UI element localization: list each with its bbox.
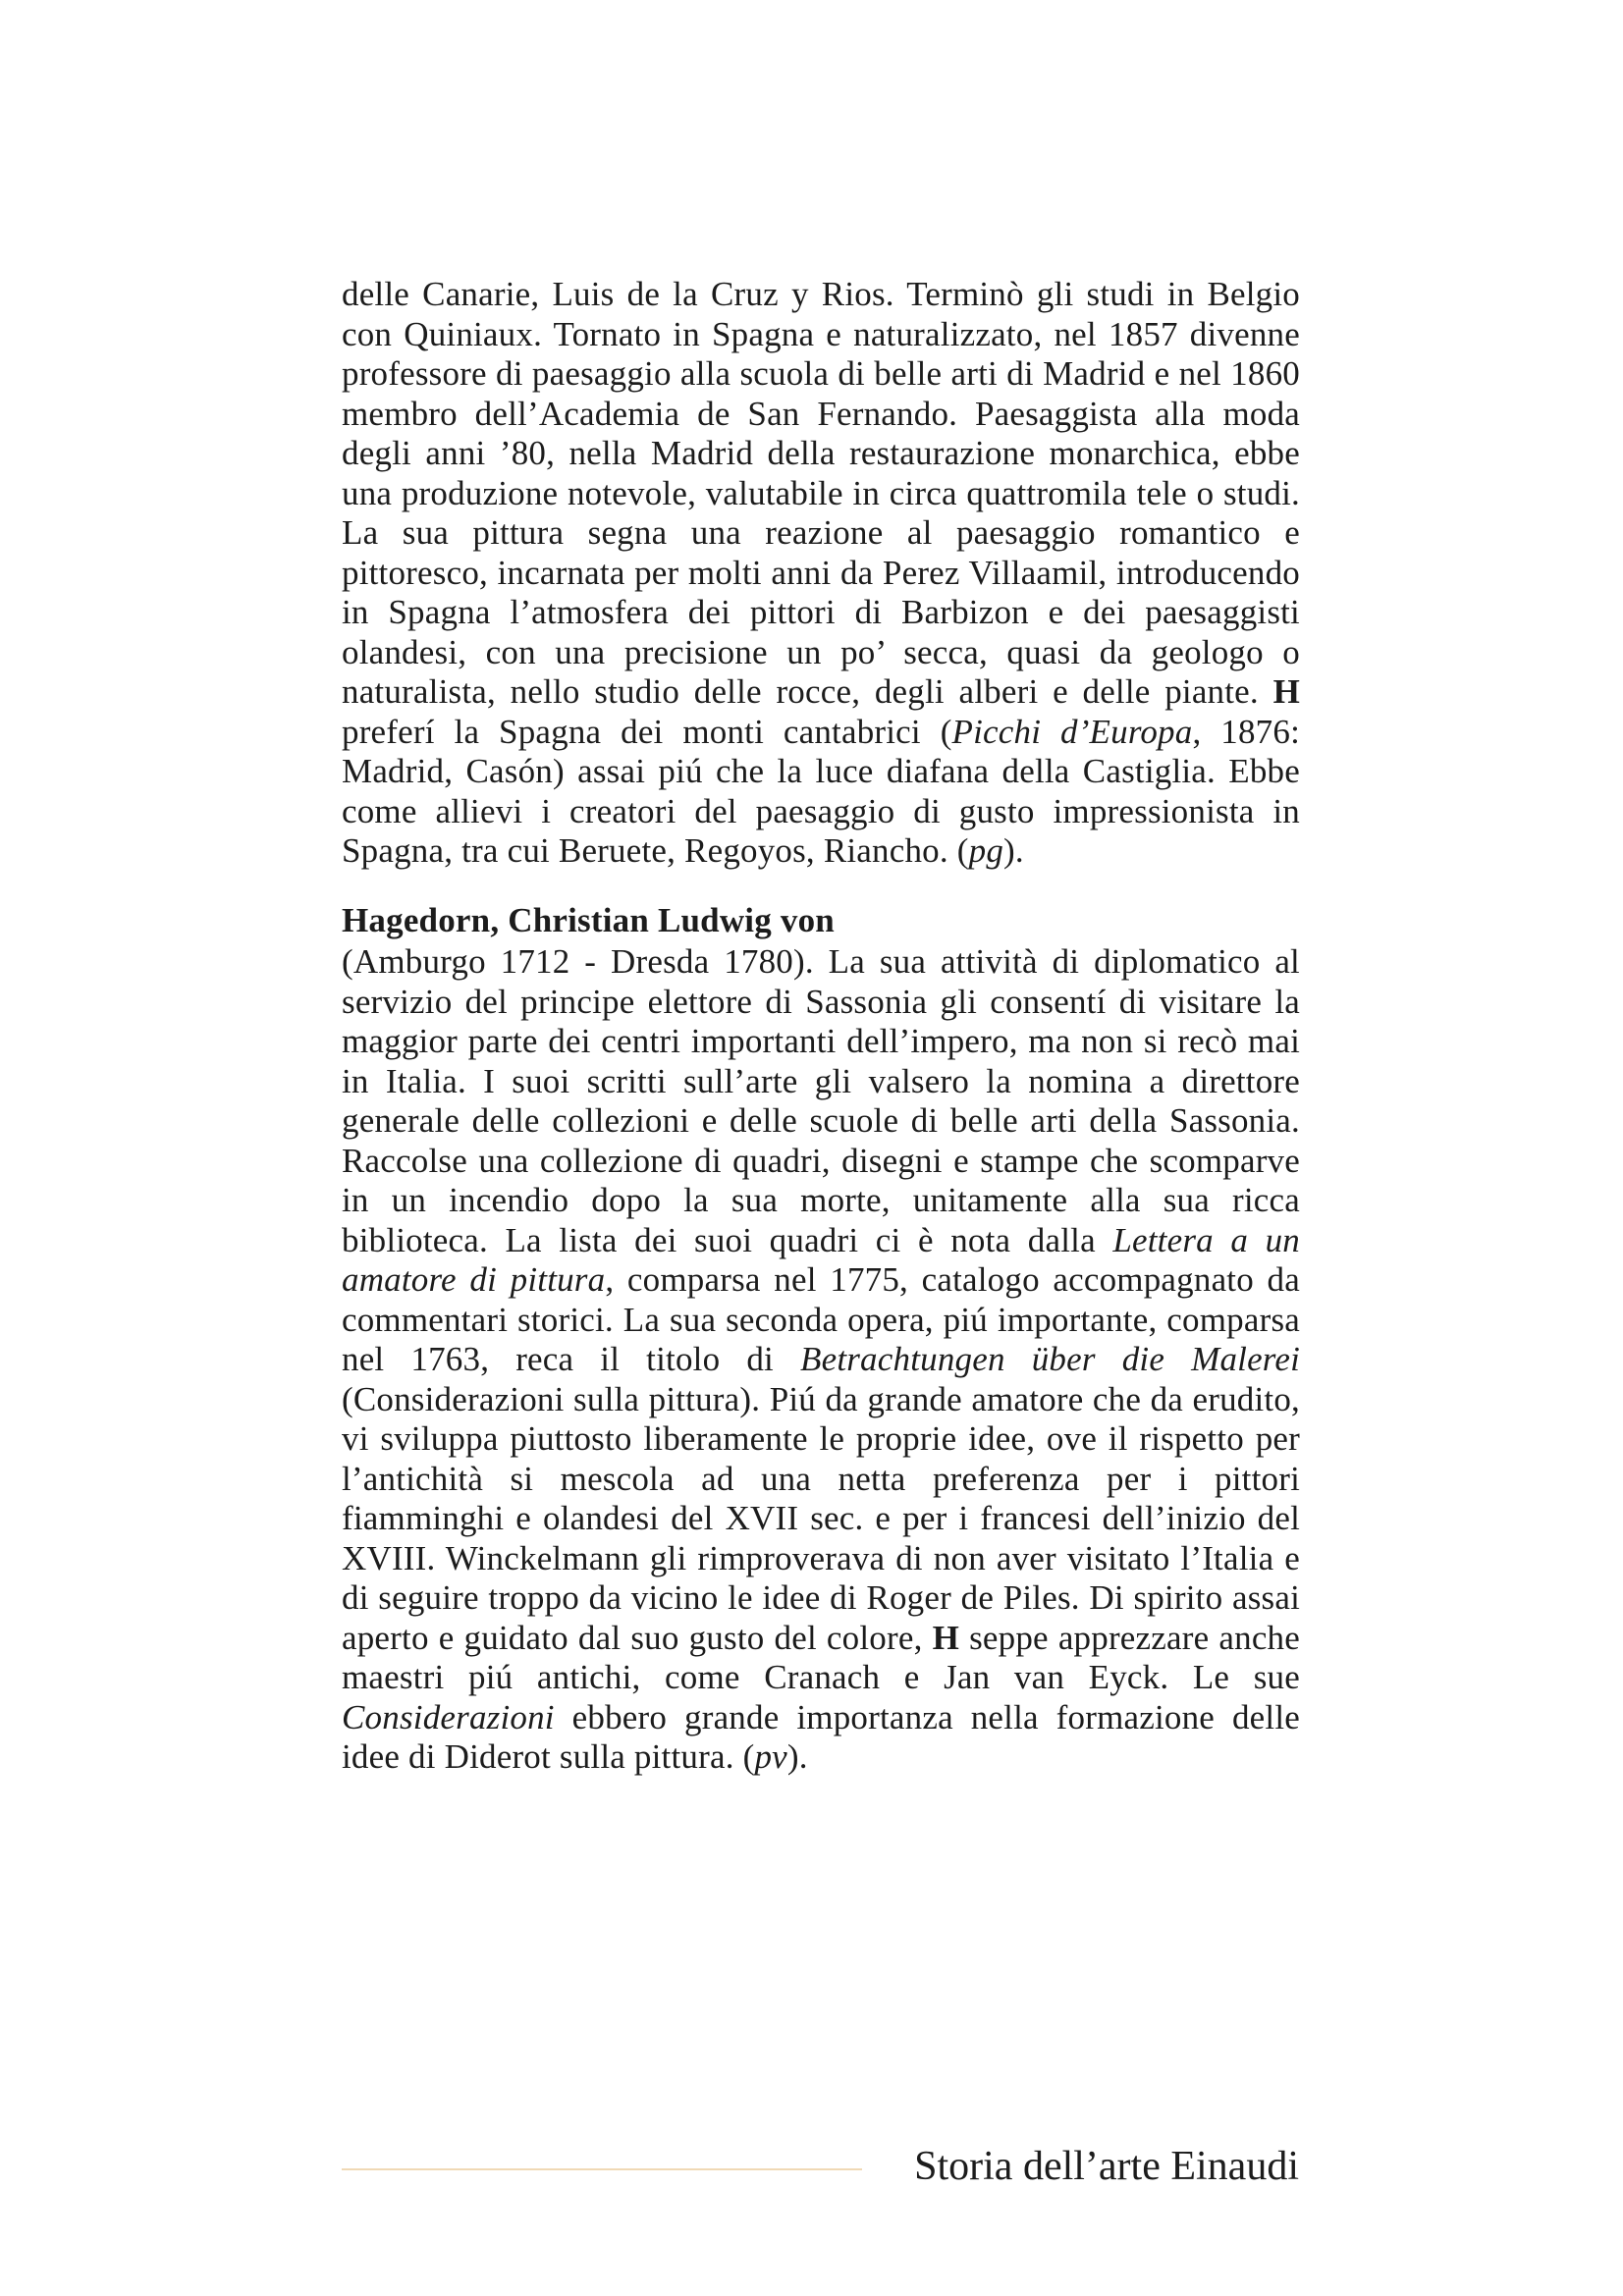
author-initials: pv (754, 1737, 787, 1776)
work-title: Considerazioni (342, 1697, 555, 1736)
entry-initial: H (1272, 672, 1301, 711)
century-numeral: XVIII (342, 1538, 427, 1577)
text-run: ). (786, 1737, 808, 1776)
century-numeral: XVII (725, 1499, 799, 1537)
work-title: Lettera a un amatore di pittura (342, 1220, 1300, 1299)
entry-heading: Hagedorn, Christian Ludwig von (342, 900, 835, 939)
continuation-paragraph (342, 275, 1300, 872)
work-title: Picchi d’Europa (951, 712, 1193, 751)
text-run: sec. e per i francesi dell’inizio del (810, 1499, 1301, 1537)
work-title: Betrachtungen über die Malerei (800, 1340, 1300, 1378)
author-initials: pg (968, 831, 1004, 870)
text-run: (Considerazioni sulla pittura). Piú da grande amatore che da erudito, vi sviluppa piuttosto liberamente le proprie idee, ove il rispetto per l’antichità si mescola ad una netta preferenza per i pittori fiamminghi e olandesi del (342, 1379, 1300, 1537)
footer-rule (342, 2168, 862, 2170)
footer-title: Storia dell’arte Einaudi (914, 2144, 1299, 2189)
body-text (342, 275, 1300, 1778)
text-run: delle Canarie, Luis de la Cruz y Rios. Terminò gli studi in Belgio con Quiniaux. Tornato in Spagna e naturalizzato, nel 1857 divenne professore di paesaggio alla scuola di belle arti di Madrid e nel 1860 membro dell’Academia de San Fernando. Paesaggista alla moda degli anni ’80, nella Madrid della restaurazione monarchica, ebbe una produzione notevole, valutabile in circa quattromila tele o studi. La sua pittura segna una reazione al paesaggio romantico e pittoresco, incarnata per molti anni da Perez Villaamil, introducendo in Spagna l’atmosfera dei pittori di Barbizon e dei paesaggisti olandesi, con una precisione un po’ secca, quasi da geologo o naturalista, nello studio delle rocce, degli alberi e delle piante. (342, 275, 1300, 711)
text-run: , comparsa nel 1775, catalogo accompagnato da commentari storici. La sua seconda opera, piú importante, comparsa nel 1763, reca il titolo di (342, 1260, 1300, 1378)
text-run: (Amburgo 1712 - Dresda 1780). La sua attività di diplomatico al servizio del principe elettore di Sassonia gli consentí di visitare la maggior parte dei centri importanti dell’impero, ma non si recò mai in Italia. I suoi scritti sull’arte gli valsero la nomina a direttore generale delle collezioni e delle scuole di belle arti della Sassonia. Raccolse una collezione di quadri, disegni e stampe che scomparve in un incendio dopo la sua morte, unitamente alla sua ricca biblioteca. La lista dei suoi quadri ci è nota dalla (342, 942, 1300, 1259)
entry-paragraph (342, 942, 1300, 1778)
text-run: ebbero grande importanza nella formazione delle idee di Diderot sulla pittura. ( (342, 1697, 1300, 1776)
text-run: seppe apprezzare anche maestri piú antichi, come Cranach e Jan van Eyck. Le sue (342, 1618, 1300, 1696)
text-run: , 1876: Madrid, Casón) assai piú che la luce diafana della Castiglia. Ebbe come allievi i creatori del paesaggio di gusto impressionista in Spagna, tra cui Beruete, Regoyos, Riancho. ( (342, 712, 1300, 870)
text-run: preferí la Spagna dei monti cantabrici ( (342, 712, 952, 751)
text-run: ). (1003, 831, 1024, 870)
entry-initial: H (932, 1618, 960, 1657)
text-run: . Winckelmann gli rimproverava di non aver visitato l’Italia e di seguire troppo da vicino le idee di Roger de Piles. Di spirito assai aperto e guidato dal suo gusto del colore, (342, 1538, 1300, 1657)
